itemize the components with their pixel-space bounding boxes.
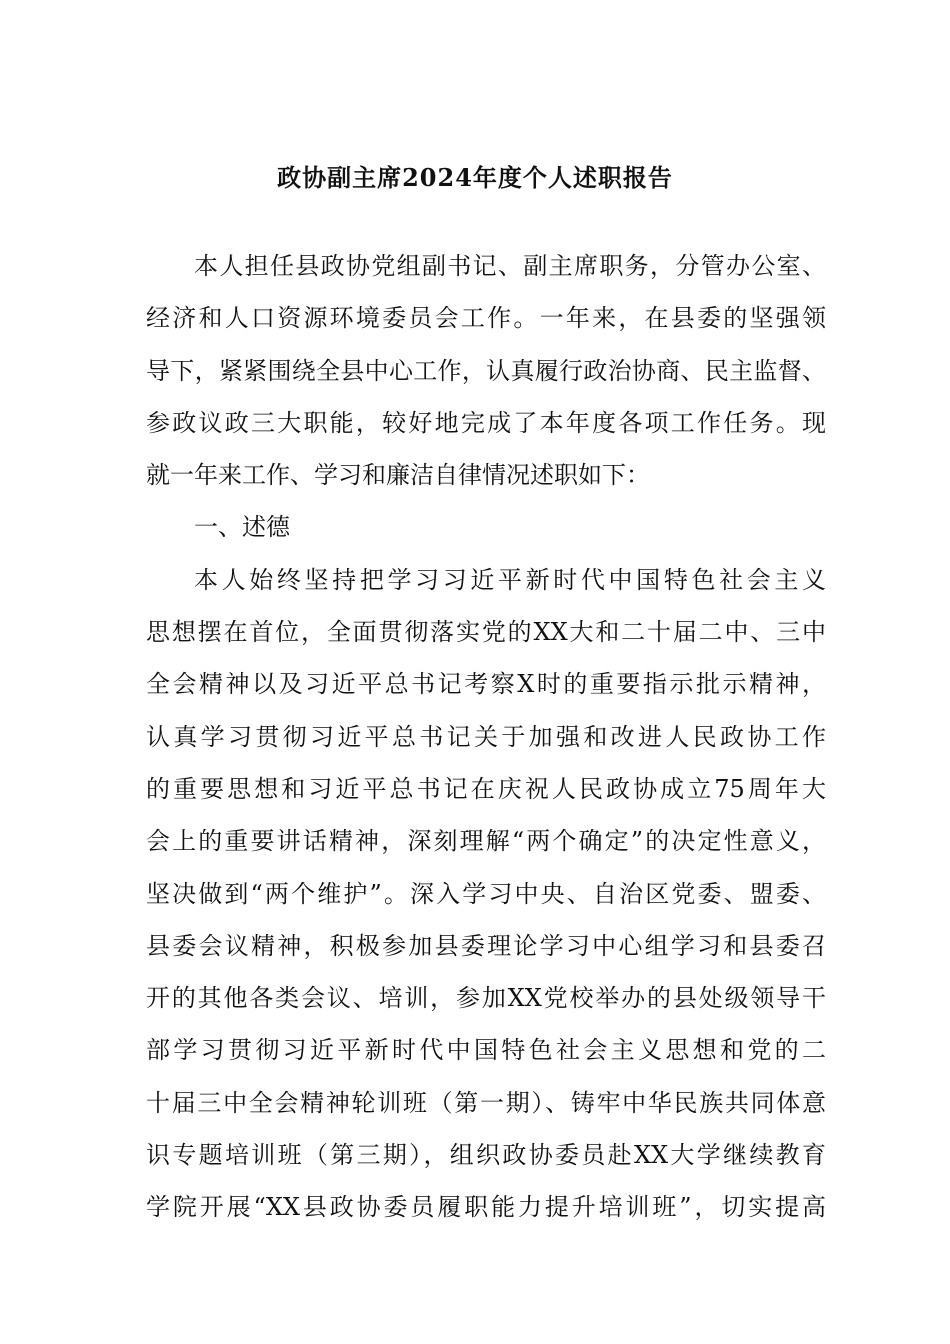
paragraph-line: 本人担任县政协党组副书记、副主席职务，分管办公室、 <box>194 252 826 280</box>
paragraph-line: 识专题培训班（第三期），组织政协委员赴XX大学继续教育 <box>146 1141 826 1170</box>
paragraph-line: 认真学习贯彻习近平总书记关于加强和改进人民政协工作 <box>146 722 826 751</box>
paragraph-line: 参政议政三大职能，较好地完成了本年度各项工作任务。现 <box>146 408 826 437</box>
paragraph-line: 导下，紧紧围绕全县中心工作，认真履行政治协商、民主监督、 <box>146 356 826 385</box>
paragraph-line: 学院开展“XX县政协委员履职能力提升培训班”，切实提高 <box>146 1193 826 1222</box>
paragraph-line: 坚决做到“两个维护”。深入学习中央、自治区党委、盟委、 <box>146 879 826 908</box>
paragraph-line: 经济和人口资源环境委员会工作。一年来，在县委的坚强领 <box>146 304 826 333</box>
paragraph-line: 部学习贯彻习近平新时代中国特色社会主义思想和党的二 <box>146 1036 826 1065</box>
document-body <box>146 240 826 1234</box>
paragraph-line: 的重要思想和习近平总书记在庆祝人民政协成立75周年大 <box>146 774 826 803</box>
section-heading: 一、述德 <box>194 513 290 542</box>
paragraph-line: 全会精神以及习近平总书记考察X时的重要指示批示精神， <box>146 670 826 699</box>
paragraph-line: 县委会议精神，积极参加县委理论学习中心组学习和县委召 <box>146 931 826 960</box>
paragraph-line: 就一年来工作、学习和廉洁自律情况述职如下： <box>146 461 650 490</box>
paragraph-line: 十届三中全会精神轮训班（第一期）、铸牢中华民族共同体意 <box>146 1088 826 1117</box>
paragraph-line: 会上的重要讲话精神，深刻理解“两个确定”的决定性意义， <box>146 827 826 856</box>
paragraph-line: 本人始终坚持把学习习近平新时代中国特色社会主义 <box>194 565 826 594</box>
paragraph-line: 开的其他各类会议、培训，参加XX党校举办的县处级领导干 <box>146 984 826 1013</box>
paragraph-line: 思想摆在首位，全面贯彻落实党的XX大和二十届二中、三中 <box>146 618 826 647</box>
document-title: 政协副主席2024年度个人述职报告 <box>277 163 673 192</box>
